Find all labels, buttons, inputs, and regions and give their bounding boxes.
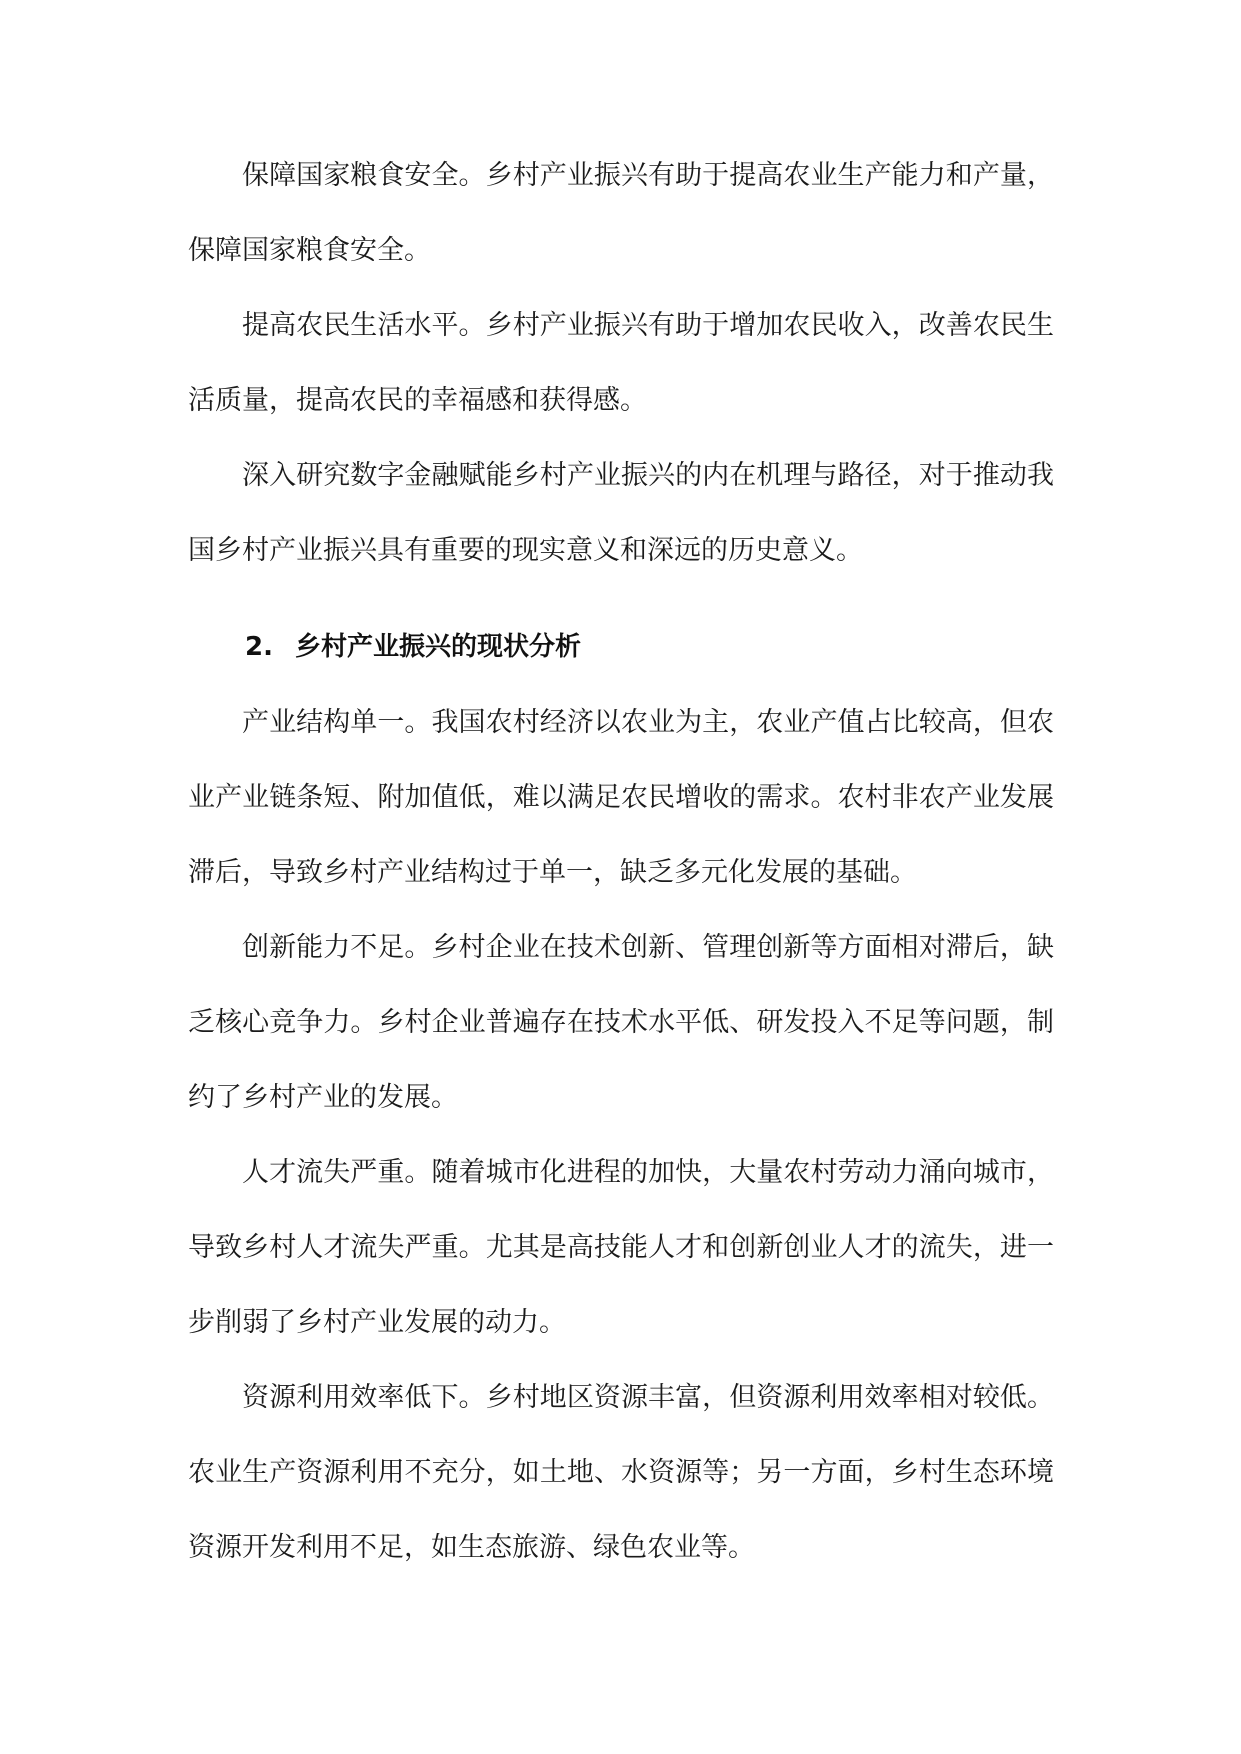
section-title: 乡村产业振兴的现状分析 xyxy=(294,632,581,662)
section-number: 2. xyxy=(245,632,273,662)
paragraph-talent-loss: 人才流失严重。随着城市化进程的加快，大量农村劳动力涌向城市，导致乡村人才流失严重。尤其是高技能人才和创新创业人才的流失，进一步削弱了乡村产业发展的动力。 xyxy=(188,1157,1054,1338)
section-heading xyxy=(188,610,1054,685)
paragraph-farmer-living: 提高农民生活水平。乡村产业振兴有助于增加农民收入，改善农民生活质量，提高农民的幸福感和获得感。 xyxy=(188,310,1054,416)
document-body xyxy=(188,138,1054,1585)
paragraph-innovation-capacity: 创新能力不足。乡村企业在技术创新、管理创新等方面相对滞后，缺乏核心竞争力。乡村企业普遍存在技术水平低、研发投入不足等问题，制约了乡村产业的发展。 xyxy=(188,932,1054,1113)
paragraph-grain-security: 保障国家粮食安全。乡村产业振兴有助于提高农业生产能力和产量，保障国家粮食安全。 xyxy=(188,160,1054,266)
paragraph-industry-structure: 产业结构单一。我国农村经济以农业为主，农业产值占比较高，但农业产业链条短、附加值低，难以满足农民增收的需求。农村非农产业发展滞后，导致乡村产业结构过于单一，缺乏多元化发展的基础。 xyxy=(188,707,1054,888)
paragraph-research-significance: 深入研究数字金融赋能乡村产业振兴的内在机理与路径，对于推动我国乡村产业振兴具有重要的现实意义和深远的历史意义。 xyxy=(188,460,1054,566)
paragraph-resource-efficiency: 资源利用效率低下。乡村地区资源丰富，但资源利用效率相对较低。农业生产资源利用不充分，如土地、水资源等；另一方面，乡村生态环境资源开发利用不足，如生态旅游、绿色农业等。 xyxy=(188,1382,1054,1563)
